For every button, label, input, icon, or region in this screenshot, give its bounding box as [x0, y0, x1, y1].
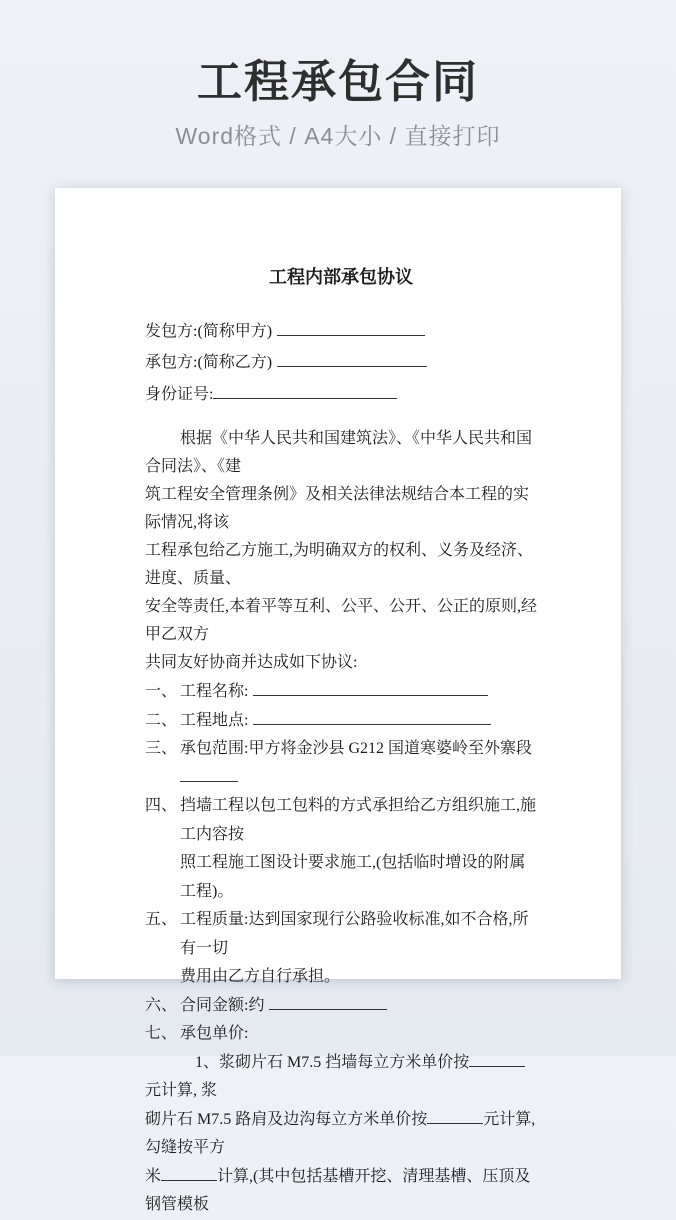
unit-price-paragraph: [145, 1049, 537, 1220]
item-text: 承包范围:甲方将金沙县 G212 国道寒婆岭至外寨段: [180, 735, 537, 792]
field-party-b: [145, 347, 537, 379]
intro-line: 共同友好协商并达成如下协议:: [145, 654, 358, 672]
blank-line: [277, 320, 425, 336]
blank-line: [180, 766, 238, 782]
field-id-number: [145, 379, 537, 411]
item-text: 合同金额:约: [180, 992, 537, 1021]
item-number: 五、: [145, 911, 178, 929]
blank-line: [161, 1165, 217, 1181]
document-page: [55, 188, 621, 1214]
blank-line: [277, 351, 427, 367]
contract-item-3: [145, 735, 537, 792]
item-text: 工程地点:: [180, 707, 537, 736]
contract-item-7: [145, 1020, 537, 1049]
contract-items: [145, 678, 537, 1049]
page-title: 工程承包合同: [196, 56, 479, 107]
blank-line: [269, 994, 387, 1010]
intro-line: 安全等责任,本着平等互利、公平、公开、公正的原则,经甲乙双方: [145, 598, 538, 644]
contract-item-4: [145, 792, 537, 906]
document-title: 工程内部承包协议: [269, 266, 413, 287]
item-number: 一、: [145, 683, 178, 701]
item-text: 工程质量:达到国家现行公路验收标准,如不合格,所有一切: [180, 911, 529, 957]
field-party-a: [145, 316, 537, 348]
page-subtitle: Word格式 / A4大小 / 直接打印: [175, 122, 501, 149]
field-label: 发包方:(简称甲方): [145, 322, 273, 340]
item-number: 七、: [145, 1025, 178, 1043]
intro-line: 筑工程安全管理条例》及相关法律法规结合本工程的实际情况,将该: [145, 486, 530, 532]
contract-item-6: [145, 992, 537, 1021]
contract-item-1: [145, 678, 537, 707]
blank-line: [213, 383, 397, 399]
hero-banner: [0, 0, 676, 151]
unit-price-line: 米 计算,(其中包括基槽开挖、清理基槽、压顶及钢管模板: [145, 1163, 537, 1220]
item-text: 工程名称:: [180, 678, 537, 707]
unit-price-line: 砌片石 M7.5 路肩及边沟每立方米单价按 元计算,勾缝按平方: [145, 1106, 537, 1163]
field-label: 身份证号:: [145, 385, 214, 403]
contract-item-2: [145, 707, 537, 736]
unit-price-line: 1、浆砌片石 M7.5 挡墙每立方米单价按元计算, 浆: [145, 1049, 537, 1106]
item-text: 承包单价:: [180, 1025, 249, 1043]
item-number: 六、: [145, 996, 178, 1014]
blank-line: [427, 1108, 483, 1124]
item-text: 挡墙工程以包工包料的方式承担给乙方组织施工,施工内容按: [180, 797, 537, 843]
blank-line: [469, 1051, 525, 1067]
item-number: 三、: [145, 740, 178, 758]
item-number: 二、: [145, 711, 178, 729]
item-text: 照工程施工图设计要求施工,(包括临时增设的附属工程)。: [180, 854, 526, 900]
blank-line: [253, 709, 491, 725]
item-text: 费用由乙方自行承担。: [180, 968, 341, 986]
contract-item-5: [145, 906, 537, 992]
item-number: 四、: [145, 797, 178, 815]
blank-line: [253, 680, 488, 696]
intro-line: 工程承包给乙方施工,为明确双方的权利、义务及经济、进度、质量、: [145, 542, 534, 588]
intro-line: 根据《中华人民共和国建筑法》、《中华人民共和国合同法》、《建: [145, 430, 533, 476]
field-label: 承包方:(简称乙方): [145, 354, 273, 372]
intro-paragraph: [145, 425, 537, 677]
